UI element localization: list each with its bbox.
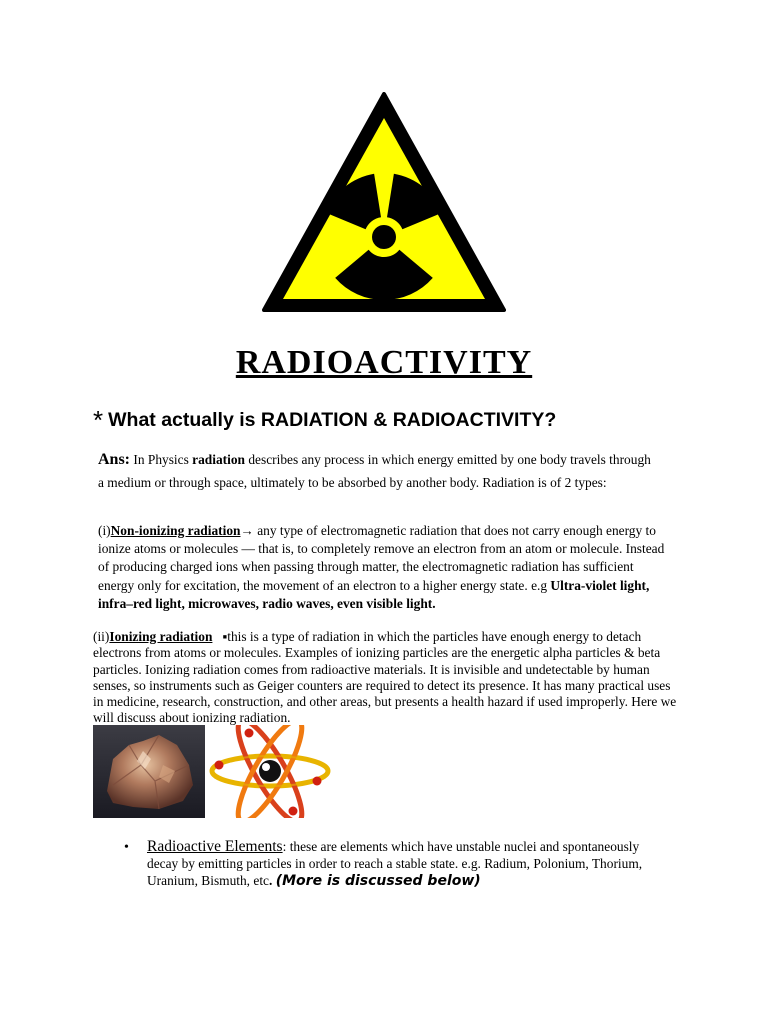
non-ionizing-examples: Ultra-violet light, infra–red light, microwaves, radio waves, even visible light. (98, 577, 650, 611)
bullet-icon: • (124, 840, 129, 855)
radiation-keyword: radiation (192, 452, 245, 467)
radiation-hazard-icon (262, 92, 506, 314)
non-ionizing-paragraph: (i)Non-ionizing radiation→ any type of electromagnetic radiation that does not carry enough energy to ionize atoms or molecules — that is, to completely remove an electron from an atom or molecule. Instead of producing charged ions when passing through matter, the electromagnetic radiation has sufficient energy only for excitation, the movement of an electron to a higher energy state. e.g Ultra-violet light, infra–red light, microwaves, radio waves, even visible light. (98, 523, 665, 611)
ionizing-heading: Ionizing radiation (109, 629, 213, 644)
more-discussed-note: (More is discussed below) (275, 873, 481, 889)
radioactive-elements-heading: Radioactive Elements (147, 838, 283, 855)
atom-icon (205, 725, 335, 818)
answer-paragraph: Ans: In Physics radiation describes any process in which energy emitted by one body travels through a medium or through space, ultimately to be absorbed by another body. Radiation is of 2 types: (98, 451, 651, 490)
asterisk: * (93, 405, 104, 435)
question-text: What actually is RADIATION & RADIOACTIVITY? (108, 409, 557, 431)
answer-label: Ans: (98, 451, 131, 468)
radioactive-elements-item: • Radioactive Elements: these are elements which have unstable nuclei and spontaneously decay by emitting particles in order to reach a stable state. e.g. Radium, Polonium, Thorium, Uranium, Bismuth, etc. (More is discussed below) (124, 838, 643, 889)
question-heading (93, 402, 556, 433)
page-title: RADIOACTIVITY (235, 344, 533, 381)
arrow-icon: → (240, 523, 254, 538)
square-bullet-icon: ▪ (222, 629, 228, 644)
non-ionizing-heading: Non-ionizing radiation (110, 523, 241, 538)
ionizing-paragraph: (ii)Ionizing radiation ▪this is a type of radiation in which the particles have enough energy to detach electrons from atoms or molecules. Examples of ionizing particles are the energetic alpha particles & beta particles. Ionizing radiation comes from radioactive materials. It is invisible and undetectable by human senses, so instruments such as Geiger counters are required to detect its presence. It has many practical uses in medicine, research, construction, and other areas, but presents a health hazard if used improperly. Here we will discuss about ionizing radiation. (93, 629, 677, 726)
mineral-rock-image (93, 725, 205, 818)
